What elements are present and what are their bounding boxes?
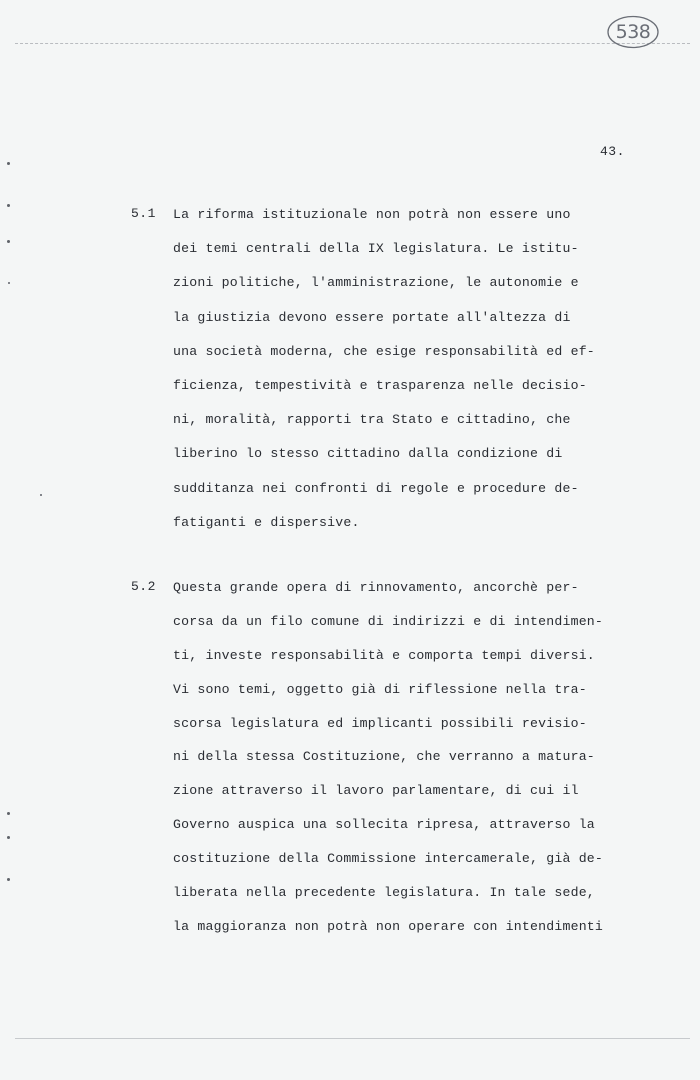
scan-speck [7,878,10,881]
scan-speck [7,836,10,839]
text-line: corsa da un filo comune di indirizzi e di intendimen- [173,613,604,629]
scan-speck [7,162,10,165]
text-line: Questa grande opera di rinnovamento, ancorchè per- [173,580,579,595]
text-line: la giustizia devono essere portate all'altezza di [173,309,571,325]
scan-speck [8,282,10,284]
text-line: liberata nella precedente legislatura. In tale sede, [173,885,595,901]
text-line: zione attraverso il lavoro parlamentare, di cui il [173,783,579,799]
text-line: ni della stessa Costituzione, che verranno a matura- [173,749,595,765]
bottom-divider [15,1038,690,1039]
section-5-2-paragraph [173,571,643,944]
archive-stamp [606,14,660,50]
text-line: ti, investe responsabilità e comporta tempi diversi. [173,647,595,663]
text-line: dei temi centrali della IX legislatura. Le istitu- [173,241,579,257]
section-5-1-paragraph [173,198,643,540]
text-line: scorsa legislatura ed implicanti possibili revisio- [173,715,587,731]
text-line: la maggioranza non potrà non operare con intendimenti [173,918,604,934]
page-number: 43. [600,144,625,159]
scan-speck [40,494,42,496]
text-line: ni, moralità, rapporti tra Stato e cittadino, che [173,412,571,428]
text-line: liberino lo stesso cittadino dalla condizione di [173,446,563,462]
scan-speck [7,240,10,243]
text-line: Governo auspica una sollecita ripresa, attraverso la [173,817,595,833]
text-line: La riforma istituzionale non potrà non essere uno [173,207,571,222]
text-line: zioni politiche, l'amministrazione, le autonomie e [173,275,579,291]
top-divider [15,43,690,44]
scan-speck [7,204,10,207]
text-line: costituzione della Commissione intercamerale, già de- [173,851,604,867]
text-line: una società moderna, che esige responsabilità ed ef- [173,343,595,359]
stamp-number: 538 [615,21,651,43]
text-line: Vi sono temi, oggetto già di riflessione nella tra- [173,681,587,697]
scan-speck [7,812,10,815]
section-number-5-1: 5.1 [131,206,156,221]
section-number-5-2: 5.2 [131,579,156,594]
text-line: ficienza, tempestività e trasparenza nelle decisio- [173,377,587,393]
text-line: sudditanza nei confronti di regole e procedure de- [173,480,579,496]
text-line: fatiganti e dispersive. [173,514,360,530]
